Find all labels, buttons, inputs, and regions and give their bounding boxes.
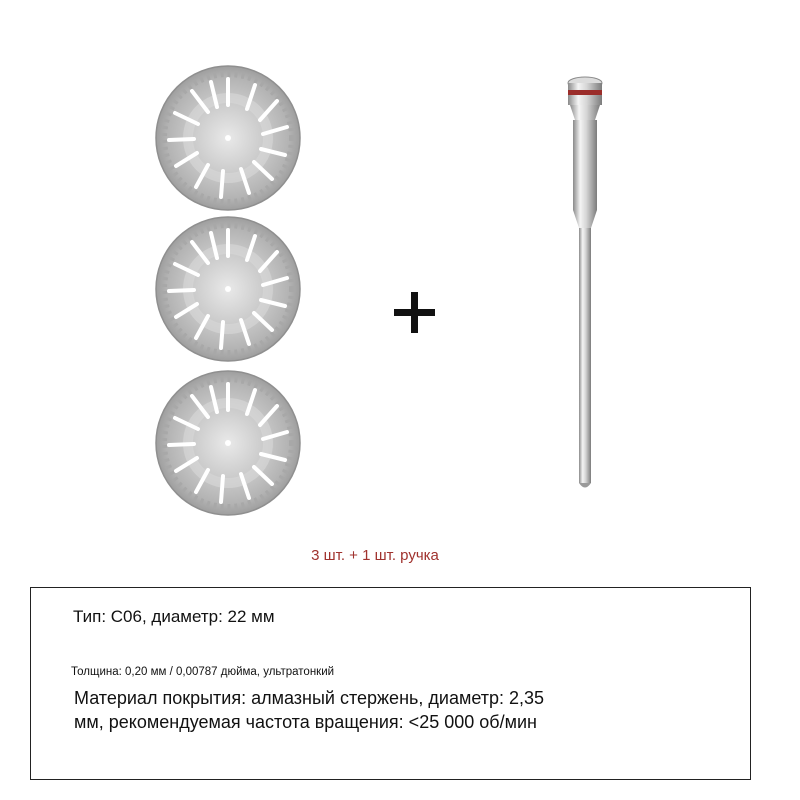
thickness-text: Толщина: 0,20 мм / 0,00787 дюйма, ультратонкий: [71, 666, 335, 678]
package-contents-caption: 3 шт. + 1 шт. ручка: [311, 547, 439, 564]
material-text: Материал покрытия: алмазный стержень, диаметр: 2,35 мм, рекомендуемая частота вращения: <25 000 об/мин: [74, 688, 545, 732]
mandrel-shank-image: [555, 70, 615, 495]
specifications-box: [30, 587, 751, 780]
plus-icon: [394, 292, 435, 333]
type-diameter-text: Тип: C06, диаметр: 22 мм: [73, 607, 275, 626]
diamond-cutting-disc-3: [155, 370, 301, 516]
diamond-cutting-disc-1: [155, 65, 301, 211]
diamond-cutting-disc-2: [155, 216, 301, 362]
